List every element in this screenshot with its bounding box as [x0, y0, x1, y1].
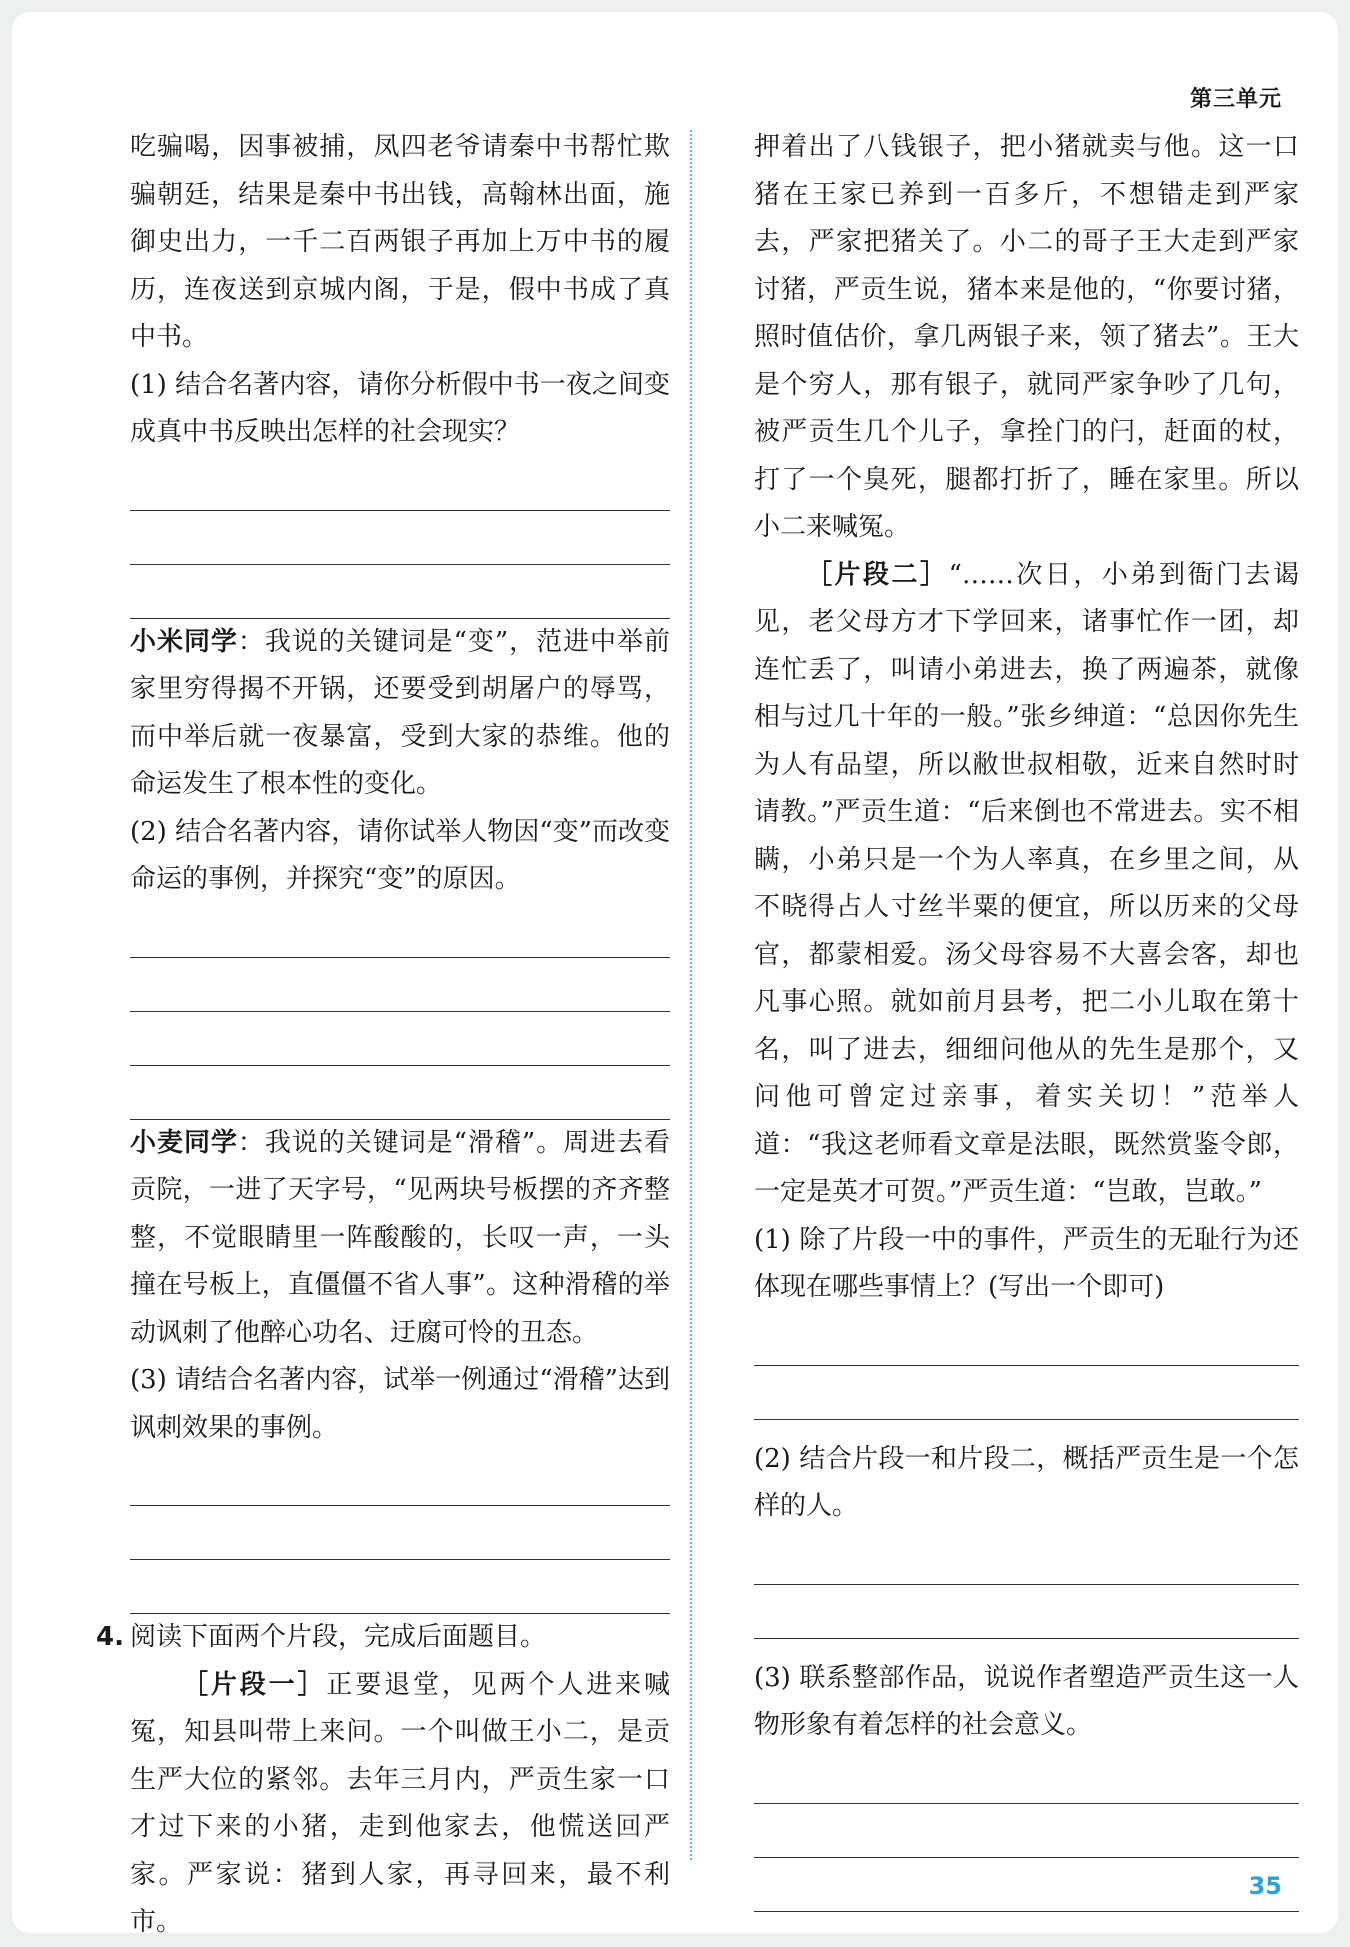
fragment-2-text: “……次日，小弟到衙门去谒见，老父母方才下学回来，诸事忙作一团，却连忙丢了，叫请小弟进去，换了两遍茶，就像相与过几十年的一般。”张乡绅道：“总因你先生为人有品望，所以敝世叔相敬，近来自然时时请教。”严贡生道：“后来倒也不常进去。实不相瞒，小弟只是一个为人率真，在乡里之间，从不晓得占人寸丝半粟的便宜，所以历来的父母官，都蒙相爱。汤父母容易不大喜会客，却也凡事心照。就如前月县考，把二小儿取在第十名，叫了进去，细细问他从的先生是那个，又问他可曾定过亲事，着实关切！”范举人道：“我这老师看文章是法眼，既然赏鉴令郎，一定是英才可贺。”严贡生道：“岂敢，岂敢。”	[754, 559, 1299, 1207]
xiaomi-statement	[130, 619, 670, 809]
answer-line[interactable]	[130, 1506, 670, 1560]
task-4-instruction	[96, 1614, 670, 1662]
answer-line[interactable]	[130, 904, 670, 958]
fragment-2-label: ［片段二］	[806, 559, 949, 590]
answer-line[interactable]	[130, 1560, 670, 1614]
answer-lines-1[interactable]	[130, 457, 670, 619]
question-4-3: (3) 联系整部作品，说说作者塑造严贡生这一人物形象有着怎样的社会意义。	[754, 1662, 1299, 1740]
fragment-1-text: 正要退堂，见两个人进来喊冤，知县叫带上来问。一个叫做王小二，是贡生严大位的紧邻。去年三月内，严贡生家一口才过下来的小猪，走到他家去，他慌送回严家。严家说：猪到人家，再寻回来，最不利市。	[130, 1669, 670, 1937]
answer-line[interactable]	[754, 1585, 1299, 1639]
answer-line[interactable]	[130, 457, 670, 511]
answer-line[interactable]	[754, 1858, 1299, 1912]
xiaomai-text: ：我说的关键词是“滑稽”。周进去看贡院，一进了天字号，“见两块号板摆的齐齐整整，不觉眼睛里一阵酸酸的，长叹一声，一头撞在号板上，直僵僵不省人事”。这种滑稽的举动讽刺了他醉心功名、迂腐可怜的丑态。	[130, 1127, 670, 1348]
answer-lines-4-2[interactable]	[754, 1531, 1299, 1639]
answer-line[interactable]	[754, 1804, 1299, 1858]
answer-line[interactable]	[130, 565, 670, 619]
xiaomai-statement	[130, 1120, 670, 1358]
answer-lines-4-1[interactable]	[754, 1312, 1299, 1420]
unit-label: 第三单元	[1189, 87, 1282, 112]
xiaomai-speaker: 小麦同学	[130, 1127, 238, 1158]
fragment-1-continued: 押着出了八钱银子，把小猪就卖与他。这一口猪在王家已养到一百多斤，不想错走到严家去，严家把猪关了。小二的哥子王大走到严家讨猪，严贡生说，猪本来是他的，“你要讨猪，照时值估价，拿几两银子来，领了猪去”。王大是个穷人，那有银子，就同严家争吵了几句，被严贡生几个儿子，拿拴门的闩，赶面的杖，打了一个臭死，腿都打折了，睡在家里。所以小二来喊冤。	[754, 132, 1299, 542]
page-number: 35	[1248, 1872, 1282, 1900]
answer-lines-3[interactable]	[130, 1452, 670, 1614]
xiaomi-text: ：我说的关键词是“变”，范进中举前家里穷得揭不开锅，还要受到胡屠户的辱骂，而中举后就一夜暴富，受到大家的恭维。他的命运发生了根本性的变化。	[130, 626, 670, 799]
answer-line[interactable]	[130, 511, 670, 565]
xiaomi-speaker: 小米同学	[130, 626, 238, 657]
intro-passage: 吃骗喝，因事被捕，凤四老爷请秦中书帮忙欺骗朝廷，结果是秦中书出钱，高翰林出面，施御史出力，一千二百两银子再加上万中书的履历，连夜送到京城内阁，于是，假中书成了真中书。	[130, 132, 670, 352]
answer-line[interactable]	[130, 1066, 670, 1120]
column-divider	[690, 130, 692, 1860]
task-number: 4.	[96, 1622, 124, 1652]
fragment-1-label: ［片段一］	[182, 1669, 327, 1700]
fragment-2	[754, 552, 1299, 1217]
answer-lines-4-3[interactable]	[754, 1750, 1299, 1912]
answer-lines-2[interactable]	[130, 904, 670, 1120]
question-4-1: (1) 除了片段一中的事件，严贡生的无耻行为还体现在哪些事情上？(写出一个即可)	[754, 1224, 1299, 1302]
task-text: 阅读下面两个片段，完成后面题目。	[130, 1622, 547, 1652]
workbook-page	[12, 12, 1338, 1937]
question-4-2: (2) 结合片段一和片段二，概括严贡生是一个怎样的人。	[754, 1443, 1299, 1521]
fragment-1	[130, 1662, 670, 1947]
left-column	[96, 124, 670, 1947]
answer-line[interactable]	[754, 1312, 1299, 1366]
question-3: (3) 请结合名著内容，试举一例通过“滑稽”达到讽刺效果的事例。	[130, 1365, 670, 1443]
question-2: (2) 结合名著内容，请你试举人物因“变”而改变命运的事例，并探究“变”的原因。	[130, 816, 670, 894]
answer-line[interactable]	[130, 1452, 670, 1506]
right-column	[754, 124, 1299, 1912]
question-1: (1) 结合名著内容，请你分析假中书一夜之间变成真中书反映出怎样的社会现实？	[130, 369, 670, 447]
answer-line[interactable]	[130, 958, 670, 1012]
answer-line[interactable]	[754, 1366, 1299, 1420]
answer-line[interactable]	[754, 1750, 1299, 1804]
answer-line[interactable]	[130, 1012, 670, 1066]
answer-line[interactable]	[754, 1531, 1299, 1585]
